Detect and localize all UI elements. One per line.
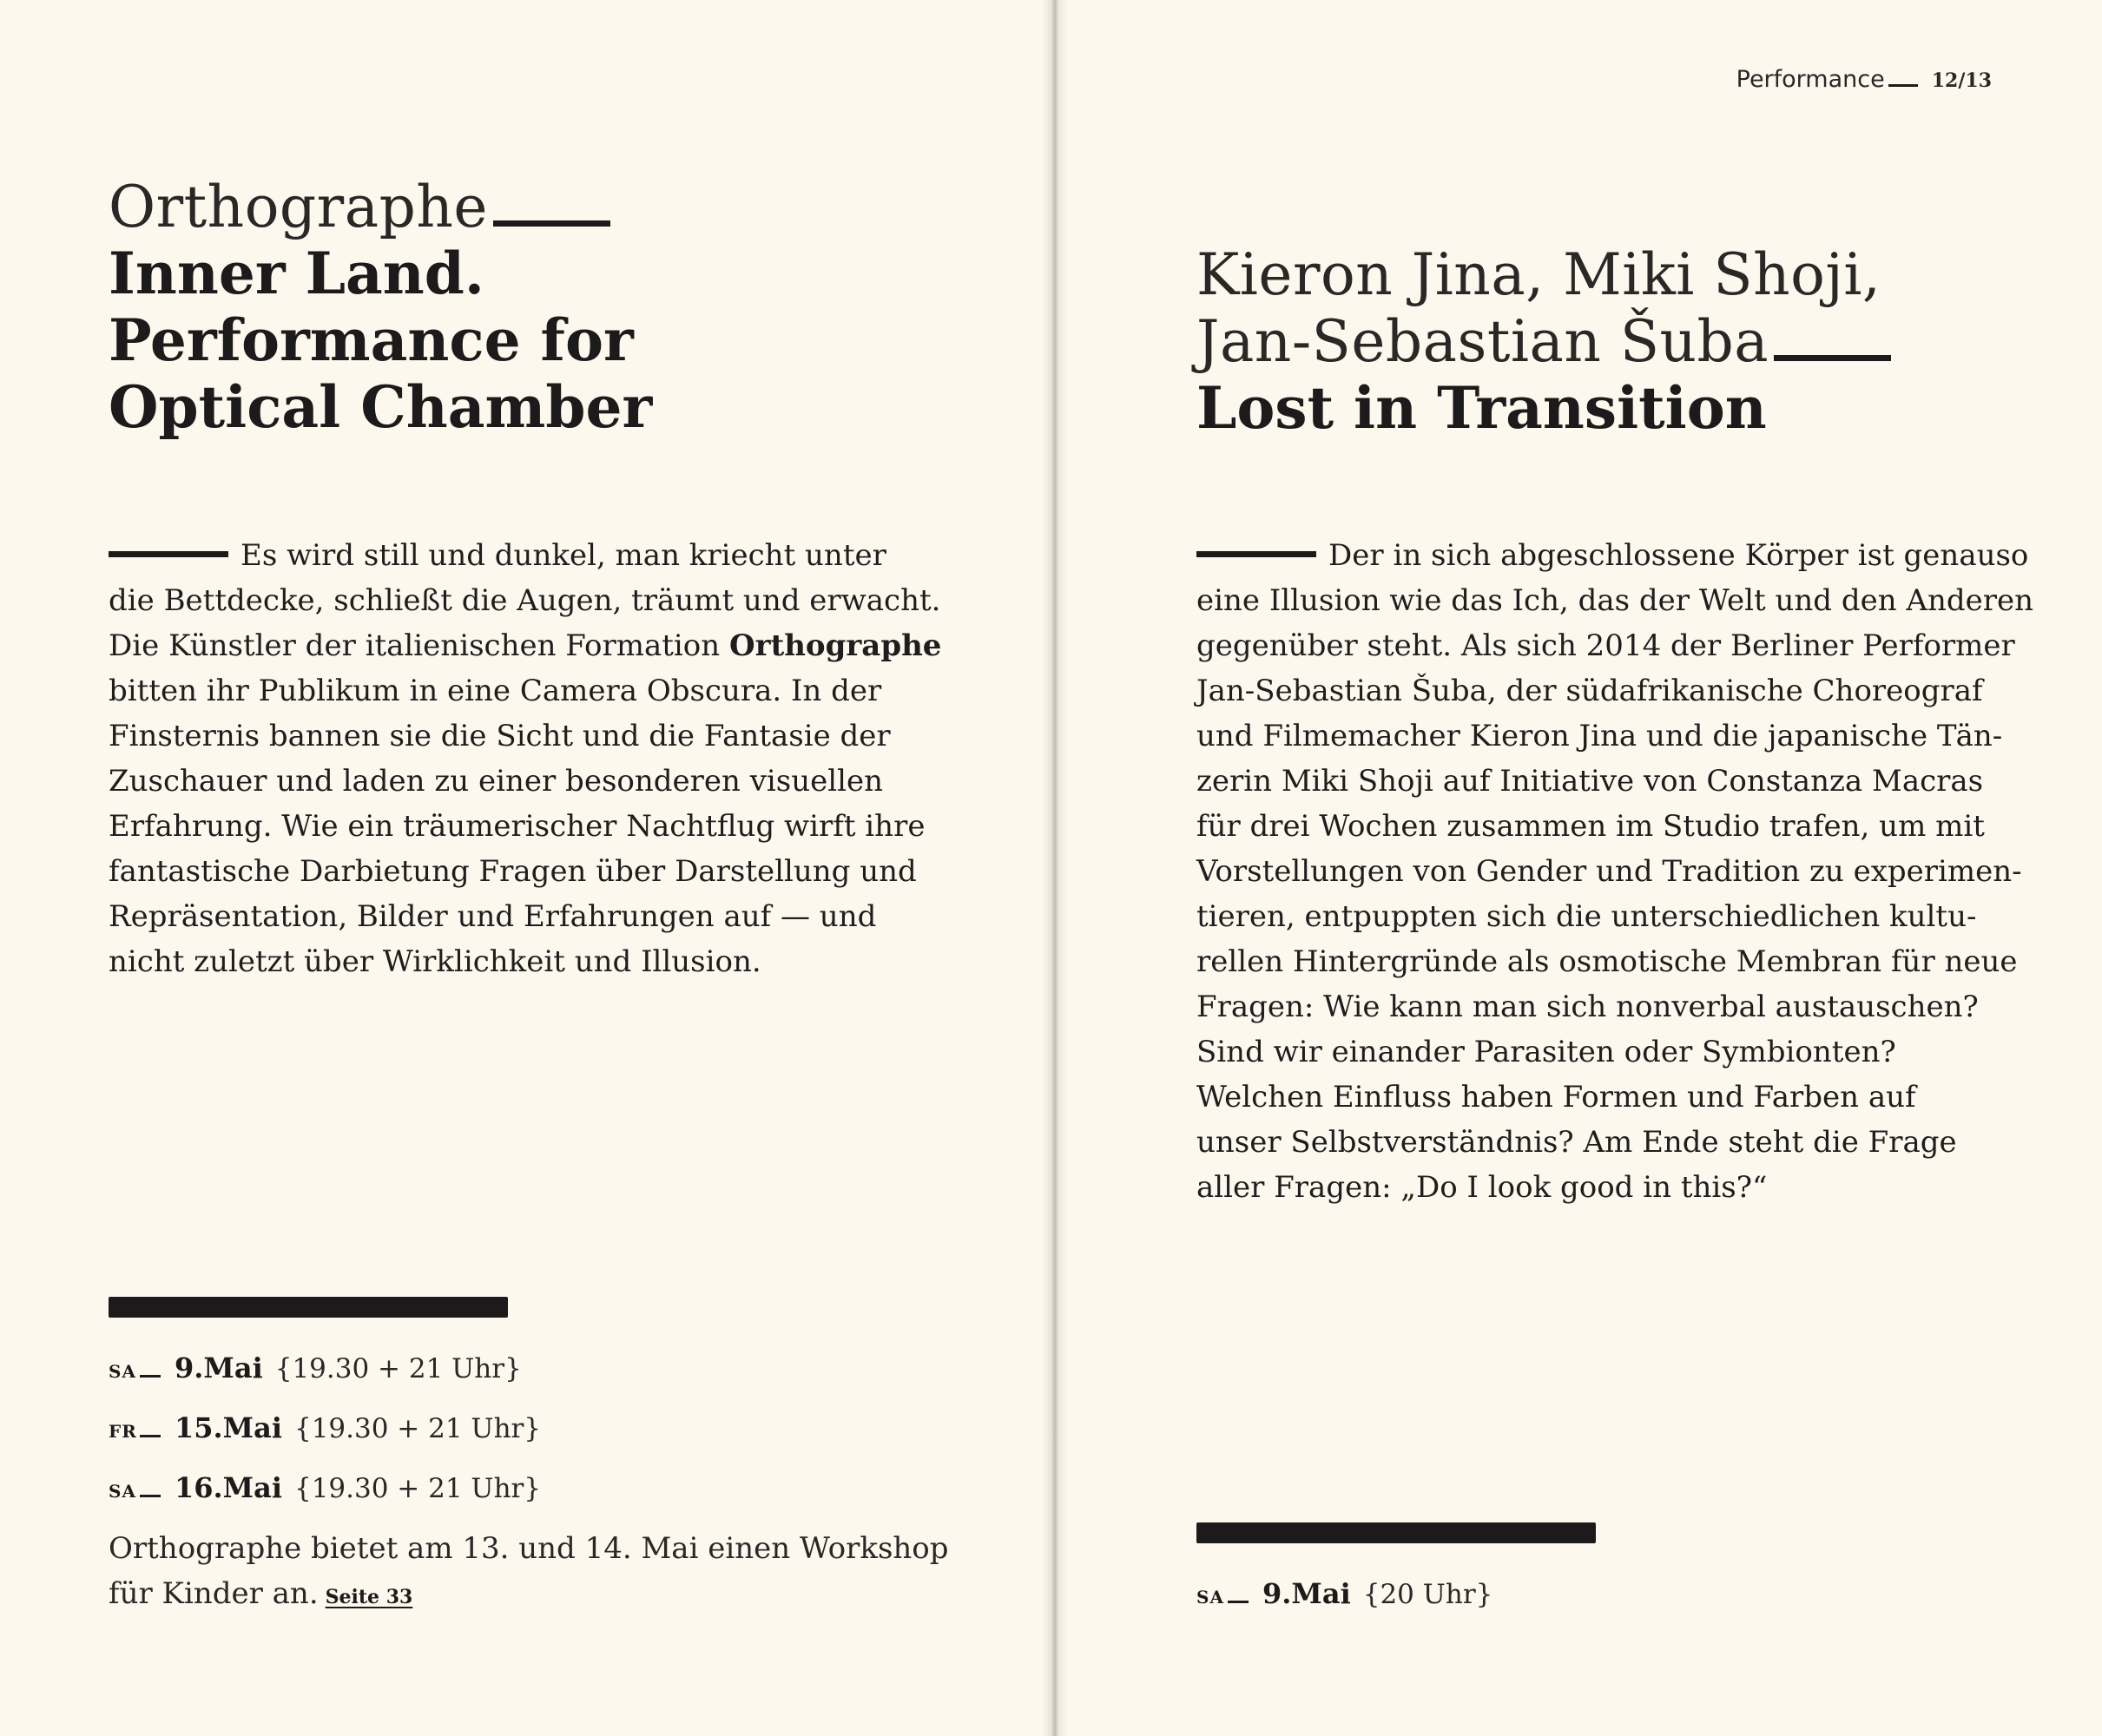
section-label: Performance xyxy=(1736,66,1885,93)
left-title-block xyxy=(109,174,652,441)
left-work-title-line-3: Optical Chamber xyxy=(109,373,653,441)
title-dash xyxy=(1774,355,1891,361)
right-artist-title-line-1: Kieron Jina, Miki Shoji, xyxy=(1196,241,1881,308)
date-row: SA 9.Mai {20 Uhr} xyxy=(1196,1577,1493,1610)
left-body-text: Es wird still und dunkel, man kriecht unter die Bettdecke, schließt die Augen, träumt und erwacht. Die Künstler der italienischen Formation Orthographe bitten ihr Publikum in eine Camera Obscura. In der Finsternis bannen sie die Sicht und die Fantasie der Zuschauer und laden zu einer besonderen visuellen Erfahrung. Wie ein träumerischer Nachtflug wirft ihre fantastische Darbietung Fragen über Darstellung und Repräsentation, Bilder und Erfahrungen auf — und nicht zuletzt über Wirklichkeit und Illusion. xyxy=(109,538,942,979)
right-work-title: Lost in Transition xyxy=(1196,374,1767,442)
date-row: SA 9.Mai {19.30 + 21 Uhr} xyxy=(109,1351,522,1384)
right-body-text: Der in sich abgeschlossene Körper ist genauso eine Illusion wie das Ich, das der Welt und den Anderen gegenüber steht. Als sich 2014 der Berliner Performer Jan-Sebastian Šuba, der südafrikanische Choreograf und Filmemacher Kieron Jina und die japanische Tän- zerin Miki Shoji auf Initiative von Constanza Macras für drei Wochen zusammen im Studio trafen, um mit Vorstellungen von Gender und Tradition zu experimen- tieren, entpuppten sich die unterschiedlichen kultu- rellen Hintergründe als osmotische Membran für neue Fragen: Wie kann man sich nonverbal austauschen? Sind wir einander Parasiten oder Symbionten? Welchen Einfluss haben Formen und Farben auf unser Selbstverständnis? Am Ende steht die Frage aller Fragen: „Do I look good in this?“ xyxy=(1196,538,2034,1205)
left-work-title-line-2: Performance for xyxy=(109,306,634,374)
running-header xyxy=(1736,66,1992,93)
title-dash xyxy=(493,220,610,227)
lead-rule xyxy=(109,551,228,557)
page-numbers: 12/13 xyxy=(1931,69,1992,92)
lead-rule xyxy=(1196,551,1316,557)
right-title-block xyxy=(1196,241,1891,442)
header-dash xyxy=(1888,84,1918,87)
artist-name-bold: Orthographe xyxy=(728,628,942,663)
book-gutter xyxy=(1042,0,1068,1736)
workshop-note: Orthographe bietet am 13. und 14. Mai einen Workshop für Kinder an. Seite 33 xyxy=(109,1531,949,1611)
left-artist-title: Orthographe xyxy=(109,174,652,240)
page-link[interactable]: Seite 33 xyxy=(325,1586,413,1608)
left-work-title-line-1: Inner Land. xyxy=(109,240,484,307)
left-date-bar xyxy=(109,1297,508,1318)
right-date-bar xyxy=(1196,1522,1596,1543)
right-artist-title-line-2: Jan-Sebastian Šuba xyxy=(1196,308,1891,375)
date-row: SA 16.Mai {19.30 + 21 Uhr} xyxy=(109,1471,542,1504)
date-row: FR 15.Mai {19.30 + 21 Uhr} xyxy=(109,1411,542,1444)
